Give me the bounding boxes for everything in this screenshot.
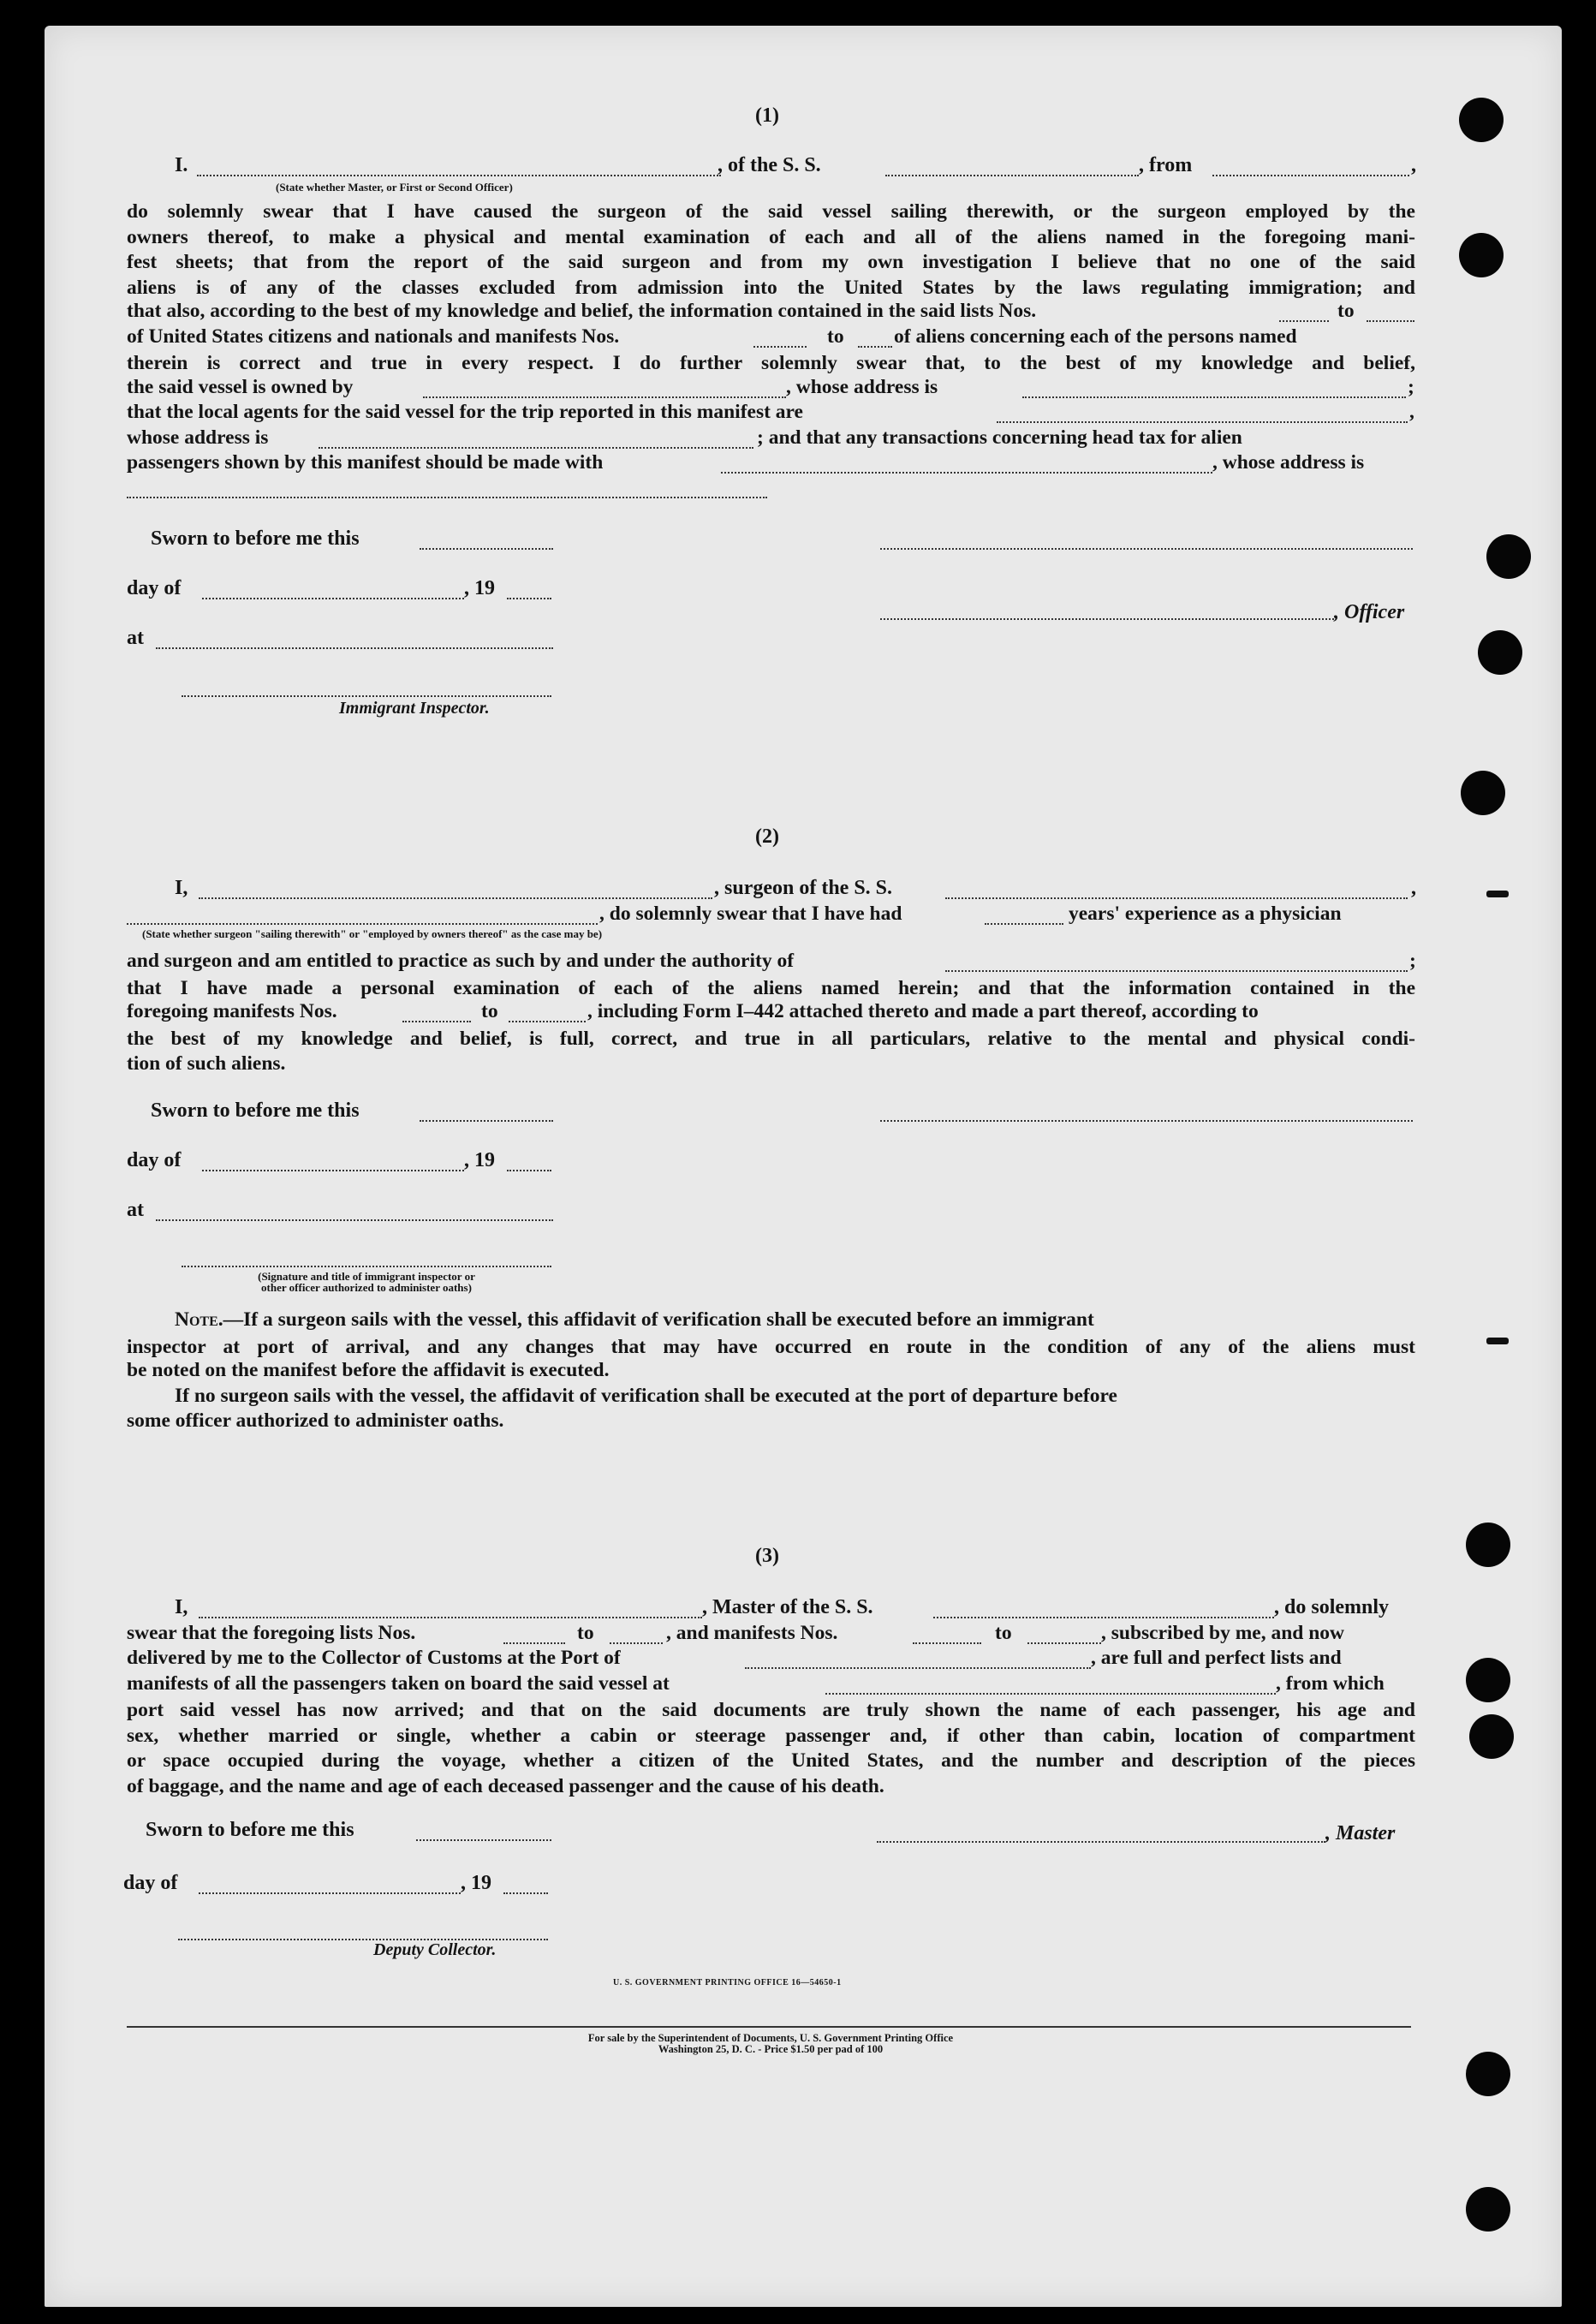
section-number: (1) [755, 104, 779, 127]
section-number: (3) [755, 1545, 779, 1567]
inspector-signature-field[interactable] [182, 1266, 551, 1267]
paragraph-line: aliens is of any of the classes excluded from admission into the United States by the laws regulating immigration; and [127, 277, 1415, 299]
binding-mark [1486, 891, 1509, 897]
text: of aliens concerning each of the persons named [894, 325, 1297, 348]
signature-caption: (Signature and title of immigrant inspector or other officer authorized to administer oaths) [258, 1270, 475, 1294]
year-field[interactable] [507, 598, 551, 599]
punch-hole [1461, 771, 1505, 815]
paragraph-line: fest sheets; that from the report of the said surgeon and from my own investigation I believe that no one of the said [127, 251, 1415, 273]
lists-to-field[interactable] [1367, 320, 1414, 322]
agents-address-field[interactable] [319, 447, 753, 449]
printing-office: U. S. GOVERNMENT PRINTING OFFICE 16—54650-1 [613, 1978, 842, 1987]
day-label: day of [127, 577, 182, 599]
authority-field[interactable] [945, 970, 1408, 972]
text: I. [175, 154, 188, 176]
manifests-to-field[interactable] [509, 1021, 586, 1022]
place-field[interactable] [156, 1219, 553, 1221]
vessel-name-field[interactable] [945, 897, 1408, 899]
sworn-label: Sworn to before me this [151, 527, 360, 550]
embarkation-port-field[interactable] [825, 1693, 1276, 1695]
paragraph-line: therein is correct and true in every respect. I do further solemnly swear that, to the best of my knowledge and belief, [127, 352, 1415, 374]
punch-hole [1466, 2052, 1510, 2096]
day-field[interactable] [202, 1170, 464, 1171]
text: that also, according to the best of my knowledge and belief, the information contained in the said lists Nos. [127, 300, 1037, 322]
punch-hole [1459, 98, 1504, 142]
head-tax-address-field[interactable] [127, 497, 767, 498]
punch-hole [1466, 2187, 1510, 2232]
paragraph-line: sex, whether married or single, whether a cabin or steerage passenger and, if other than cabin, location of compartment [127, 1725, 1415, 1747]
vessel-name-field[interactable] [885, 175, 1139, 176]
manifests-to-field[interactable] [1027, 1642, 1101, 1644]
text: , of the S. S. [718, 154, 821, 176]
manifests-to-field[interactable] [858, 346, 892, 348]
paragraph-line: of baggage, and the name and age of each deceased passenger and the cause of his death. [127, 1775, 884, 1797]
section-number: (2) [755, 825, 779, 848]
note-label: Note. [175, 1308, 223, 1331]
port-from-field[interactable] [1212, 175, 1409, 176]
punch-hole [1478, 630, 1522, 675]
caption: (State whether surgeon "sailing therewith" or "employed by owners thereof" as the case may be) [142, 927, 603, 940]
year-field[interactable] [503, 1892, 548, 1894]
year-field[interactable] [507, 1170, 551, 1171]
paragraph-line: or space occupied during the voyage, whether a citizen of the United States, and the number and description of the pieces [127, 1749, 1415, 1772]
officer-title-field[interactable] [880, 618, 1334, 620]
owner-address-field[interactable] [1022, 396, 1406, 398]
sworn-date-field[interactable] [416, 1839, 551, 1841]
surgeon-signature-field[interactable] [880, 1120, 1413, 1122]
note-line: be noted on the manifest before the affidavit is executed. [127, 1359, 610, 1381]
officer-label: , Officer [1334, 601, 1405, 623]
binding-mark [1486, 1338, 1509, 1344]
manifests-from-field[interactable] [753, 346, 807, 348]
sworn-date-field[interactable] [420, 548, 553, 550]
text: passengers shown by this manifest should be made with [127, 451, 604, 474]
lists-from-field[interactable] [503, 1642, 565, 1644]
manifests-from-field[interactable] [913, 1642, 981, 1644]
text: whose address is [127, 426, 269, 449]
punch-hole [1469, 1714, 1514, 1759]
punch-hole [1459, 233, 1504, 277]
text: the said vessel is owned by [127, 376, 354, 398]
port-field[interactable] [745, 1667, 1091, 1669]
master-label: , Master [1325, 1822, 1396, 1844]
text: that the local agents for the said vessel for the trip reported in this manifest are [127, 401, 803, 423]
note-line: some officer authorized to administer oaths. [127, 1409, 504, 1432]
surgeon-name-field[interactable] [199, 897, 712, 899]
lists-from-field[interactable] [1279, 320, 1329, 322]
place-field[interactable] [156, 647, 553, 649]
note-line: Note.—If a surgeon sails with the vessel, this affidavit of verification shall be executed before an immigrant [175, 1308, 1094, 1331]
punch-hole [1466, 1523, 1510, 1567]
caption: (State whether Master, or First or Second Officer) [276, 181, 513, 194]
lists-to-field[interactable] [610, 1642, 663, 1644]
agents-field[interactable] [997, 421, 1408, 423]
inspector-signature-field[interactable] [182, 695, 551, 697]
signature-caption: Immigrant Inspector. [339, 699, 490, 718]
vessel-name-field[interactable] [933, 1617, 1274, 1618]
paragraph-line: tion of such aliens. [127, 1052, 286, 1075]
signature-caption: Deputy Collector. [373, 1940, 497, 1959]
punch-hole [1486, 534, 1531, 579]
paragraph-line: the best of my knowledge and belief, is full, correct, and true in all particulars, relative to the mental and physical condi- [127, 1028, 1415, 1050]
paragraph-line: do solemnly swear that I have caused the surgeon of the said vessel sailing therewith, or the surgeon employed by the [127, 200, 1415, 223]
divider [127, 2026, 1411, 2028]
paragraph-line: that I have made a personal examination of each of the aliens named herein; and that the information contained in the [127, 977, 1415, 999]
paragraph-line: port said vessel has now arrived; and that on the said documents are truly shown the name of each passenger, his age and [127, 1699, 1415, 1721]
master-signature-field[interactable] [877, 1841, 1325, 1843]
master-name-field[interactable] [199, 1617, 702, 1618]
text: of United States citizens and nationals and manifests Nos. [127, 325, 620, 348]
officer-signature-field[interactable] [880, 548, 1413, 550]
at-label: at [127, 627, 144, 649]
text: , from [1139, 154, 1193, 176]
note-line: If no surgeon sails with the vessel, the affidavit of verification shall be executed at the port of departure before [175, 1385, 1117, 1407]
sale-notice: For sale by the Superintendent of Documents, U. S. Government Printing Office Washington 25, D. C. - Price $1.50 per pad of 100 [587, 2032, 954, 2055]
surgeon-status-field[interactable] [127, 923, 598, 925]
owner-field[interactable] [423, 396, 786, 398]
officer-name-field[interactable] [197, 175, 721, 176]
manifests-from-field[interactable] [402, 1021, 471, 1022]
sworn-date-field[interactable] [420, 1120, 553, 1122]
paragraph-line: owners thereof, to make a physical and mental examination of each and all of the aliens named in the foregoing mani- [127, 226, 1415, 248]
day-field[interactable] [199, 1892, 461, 1894]
years-experience-field[interactable] [985, 923, 1063, 925]
punch-hole [1466, 1658, 1510, 1702]
head-tax-party-field[interactable] [721, 472, 1212, 474]
day-field[interactable] [202, 598, 464, 599]
note-line: inspector at port of arrival, and any changes that may have occurred en route in the condition of any of the aliens must [127, 1336, 1415, 1358]
